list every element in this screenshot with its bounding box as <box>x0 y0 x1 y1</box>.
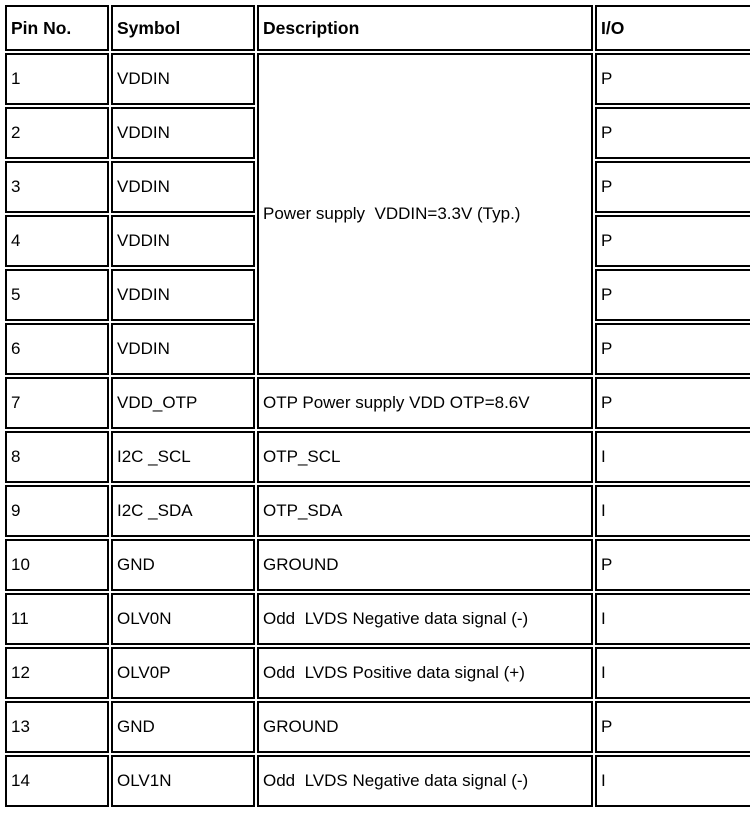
pin-no-cell: 2 <box>5 107 109 159</box>
column-header-pin-no: Pin No. <box>5 5 109 51</box>
table-row <box>5 647 750 699</box>
table-row <box>5 701 750 753</box>
table-row <box>5 431 750 483</box>
table-row <box>5 593 750 645</box>
symbol-cell: GND <box>111 701 255 753</box>
symbol-cell: GND <box>111 539 255 591</box>
pin-no-cell: 10 <box>5 539 109 591</box>
io-cell: I <box>595 593 750 645</box>
io-cell: P <box>595 269 750 321</box>
symbol-cell: VDDIN <box>111 161 255 213</box>
symbol-cell: VDDIN <box>111 215 255 267</box>
io-cell: I <box>595 431 750 483</box>
symbol-cell: VDDIN <box>111 269 255 321</box>
description-cell: GROUND <box>257 701 593 753</box>
description-cell: OTP_SDA <box>257 485 593 537</box>
pin-no-cell: 8 <box>5 431 109 483</box>
symbol-cell: OLV0P <box>111 647 255 699</box>
io-cell: I <box>595 485 750 537</box>
io-cell: P <box>595 377 750 429</box>
pin-description-table <box>3 3 750 809</box>
table-row <box>5 377 750 429</box>
symbol-cell: VDDIN <box>111 53 255 105</box>
column-header-symbol: Symbol <box>111 5 255 51</box>
header-row <box>5 5 750 51</box>
column-header-description: Description <box>257 5 593 51</box>
io-cell: P <box>595 53 750 105</box>
table-row <box>5 539 750 591</box>
symbol-cell: VDDIN <box>111 107 255 159</box>
table-row <box>5 755 750 807</box>
symbol-cell: VDDIN <box>111 323 255 375</box>
io-cell: I <box>595 647 750 699</box>
description-cell: OTP_SCL <box>257 431 593 483</box>
symbol-cell: VDD_OTP <box>111 377 255 429</box>
column-header-io: I/O <box>595 5 750 51</box>
pin-no-cell: 7 <box>5 377 109 429</box>
pin-no-cell: 9 <box>5 485 109 537</box>
description-cell: GROUND <box>257 539 593 591</box>
io-cell: P <box>595 215 750 267</box>
description-cell: Odd LVDS Positive data signal (+) <box>257 647 593 699</box>
io-cell: I <box>595 755 750 807</box>
table-row <box>5 485 750 537</box>
pin-no-cell: 3 <box>5 161 109 213</box>
symbol-cell: I2C _SDA <box>111 485 255 537</box>
io-cell: P <box>595 323 750 375</box>
description-cell: Odd LVDS Negative data signal (-) <box>257 593 593 645</box>
symbol-cell: I2C _SCL <box>111 431 255 483</box>
table-row <box>5 53 750 105</box>
pin-no-cell: 1 <box>5 53 109 105</box>
pin-no-cell: 4 <box>5 215 109 267</box>
pin-no-cell: 11 <box>5 593 109 645</box>
pin-no-cell: 12 <box>5 647 109 699</box>
io-cell: P <box>595 161 750 213</box>
symbol-cell: OLV0N <box>111 593 255 645</box>
io-cell: P <box>595 701 750 753</box>
pin-no-cell: 5 <box>5 269 109 321</box>
pin-no-cell: 13 <box>5 701 109 753</box>
io-cell: P <box>595 107 750 159</box>
pin-no-cell: 14 <box>5 755 109 807</box>
io-cell: P <box>595 539 750 591</box>
description-cell: Odd LVDS Negative data signal (-) <box>257 755 593 807</box>
pin-no-cell: 6 <box>5 323 109 375</box>
symbol-cell: OLV1N <box>111 755 255 807</box>
description-cell-merged: Power supply VDDIN=3.3V (Typ.) <box>257 53 593 375</box>
description-cell: OTP Power supply VDD OTP=8.6V <box>257 377 593 429</box>
